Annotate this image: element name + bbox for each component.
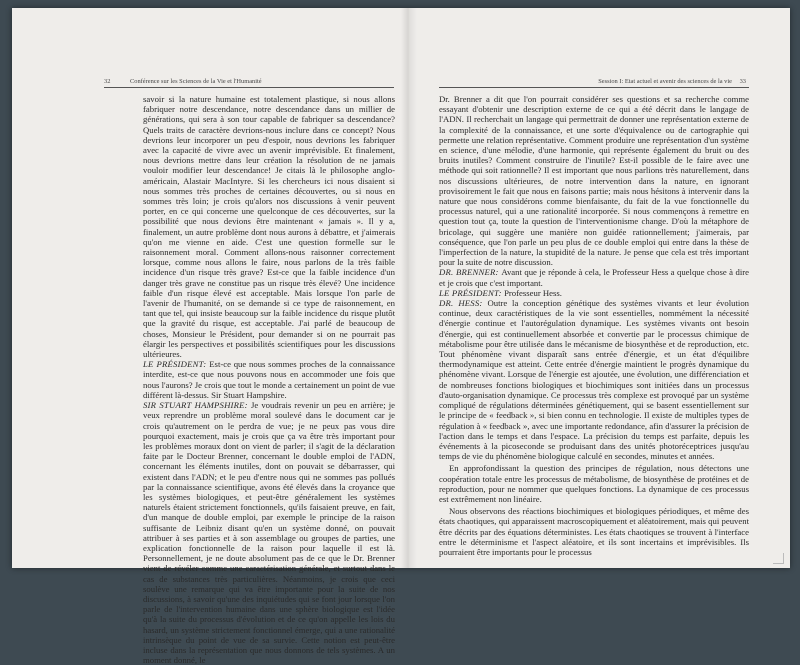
speaker-name: DR. BRENNER xyxy=(439,267,496,278)
left-page-body xyxy=(143,94,395,665)
paragraph-text: Dr. Brenner a dit que l'on pourrait considérer ses questions et sa recherche comme essayant d'obtenir une description externe de ce qui a été décrit dans le langage de l'ADN. Il recherchait un langage qui permettrait de donner une représentation externe de la complexité de la connaissance, et une sorte d'équivalence ou de cartographie qui permette une relation représentative. Comment produire une représentation d'un système en science, d'une mélodie, d'une harmonie, qui représente également du bruit ou des bruits inutiles? Comment construire de l'inutile? Est-il possible de le faire avec une méthode qui soit rationnelle? Il est important que nous parlions très naturellement, dans nos discussions ultérieures, de notre intervention dans la nature, en ignorant provisoirement le fait que nous en faisons partie; mais nous hésitons à intervenir dans la nature que nous considérons comme bienfaisante, du fait de la vue fonctionnelle du processus naturel, qui a une rationalité incorporée. Si nous commençons à remettre en question tout ça, toute la question de l'interventionisme change. D'où la métaphore de bricolage, qui suggère une manière non guidée rationnellement; j'aimerais, par conséquence, que l'on parle un peu plus de ce double emploi qui entre dans la thèse de l'imperfection de la nature, la stupidité de la nature. Je pense que cela est très important pour la suite de notre discussion. xyxy=(439,94,749,268)
speaker-colon: : xyxy=(203,359,210,370)
speaker-name: LE PRÉSIDENT xyxy=(143,359,204,370)
paragraph xyxy=(143,359,395,400)
paragraph-text: Je voudrais revenir un peu en arrière; je veux reprendre un problème moral soulevé dans le document car je crois qu'autrement on le perdra de vue; je ne peux pas vous dire pourquoi exactement, mais je crois que ça va être très important pour les problèmes moraux dont on vient de parler; il s'agit de la déclaration faite par le Docteur Brenner, concernant le double emploi de l'ADN, concernant les éléments inutiles, dont on pouvait se débarrasser, qui existent dans l'ADN; et le peu d'entre nous qui ne sommes pas pollués par la connaissance scientifique, avons été élevés dans la croyance que les systèmes biologiques, et peut-être généralement les systèmes naturels étaient strictement fonctionnels, qu'ils faisaient preuve, en fait, d'un manque de double emploi, par exemple le principe de la raison suffisante de Leibniz disant qu'en un système donné, on pouvait attribuer à ses parties et à son assemblage ou groupes de parties, une explication fonctionnelle de la raison pour laquelle il est là. Personnellement, je ne doute absolument pas de ce que le Dr. Brenner vient de révéler comme une caractérisation générale, et surtout dans le cas de substances très particulières. Néanmoins, je crois que ceci soulève une remarque qui va être importante pour la suite de nos discussions, à savoir qu'une des inquiétudes qui se font jour lorsque l'on parle de l'intervention humaine dans une sphère biologique est l'idée qu'à la suite du processus d'évolution et de ce qu'on appelle les lois du hasard, un système strictement fonctionnel émerge, qui a une rationalité intrinsèque du point de vue de sa survie. Cette notion est peut-être incluse dans la représentation que nous donnons de tels systèmes. A un moment donné, le xyxy=(143,400,395,665)
speaker-colon: : xyxy=(495,267,502,278)
paragraph-text: Nous observons des réactions biochimiques et biologiques périodiques, et même des états chaotiques, qui apparaissent macroscopiquement et aléatoirement, mais qui peuvent être décrits par des équations déterministes. Les états chaotiques se trouvent à l'interface entre le déterminisme et l'aspect aléatoire, et ils sont incertains et imprévisibles. Ils pourraient être importants pour le processus xyxy=(439,506,749,557)
paragraph-text: Est-ce que nous sommes proches de la connaissance interdite, est-ce que nous pouvons nous en accommoder une fois que nous l'aurons? Je crois que tout le monde a certainement un point de vue différent là-dessus. Sir Stuart Hampshire. xyxy=(143,359,396,400)
page-number: 32 xyxy=(104,78,111,85)
right-page-body xyxy=(439,94,749,557)
paragraph xyxy=(439,463,749,504)
speaker-name: SIR STUART HAMPSHIRE xyxy=(143,400,245,411)
paragraph-text: Professeur Hess. xyxy=(504,287,562,298)
paragraph-text: Outre la conception génétique des systèmes vivants et leur évolution continue, deux caractéristiques de la vie sont essentielles, nommément la nécessité d'énergie continue et l'autorégulation dynamique. Les systèmes vivants ont besoin d'énergie, qui est continuellement absorbée et convertie par le processus chimique de métabolisme pour être utilisée dans le mécanisme de biosynthèse et de reproduction, etc. Tout phénomène vivant disparaît sans entrée d'énergie, et un état d'équilibre thermodynamique est atteint. Cette entrée d'énergie maintient le progrès dynamique du phénomène vivant. Lorsque de l'énergie est ajoutée, une évolution, une différenciation et de nombreuses fonctions biologiques et biochimiques sont initiées dans un processus d'auto-organisation dynamique. Ce processus très complexe est provoqué par un système compliqué de régulations déterminées génétiquement, qui se basent essentiellement sur le principe de « feedback », si bien connu en technologie. Il existe de multiples types de régulation à « feedback », avec une importante redondance, afin d'assurer la précision de l'action dans le temps et dans l'espace. La précision du temps est parfaite, depuis les événements à la picoseconde se produisant dans des unités photoréceptrices jusqu'au temps de vie du phénomène biologique calculé en secondes, minutes et années. xyxy=(439,298,750,462)
paragraph xyxy=(439,288,749,298)
speaker-name: DR. HESS xyxy=(439,298,480,309)
running-title: Conférence sur les Sciences de la Vie et l'Humanité xyxy=(130,78,262,85)
speaker-name: LE PRÉSIDENT xyxy=(439,287,499,298)
paragraph-text: savoir si la nature humaine est totalement plastique, si nous allons fabriquer notre descendance, notre descendance dans un millier de générations, qui sera à son tour capable de fabriquer sa descendance? Quels traits de caractère devrions-nous inclure dans ce concept? Nous devrions leur incorporer un peu d'espoir, nous devrions les fabriquer avec la capacité de vivre avec un avenir imprévisible. Et finalement, nous devrions mettre dans leur création la résolution de ne jamais vouloir modifier leur descendance! Je citais là le philosophe anglo-américain, Alastair MacIntyre. Si les chercheurs ici nous disaient si nous sommes très proches de certaines découvertes, ou si nous en sommes très loin; je crois qu'alors nos discussions à venir peuvent porter, en ce qui concerne une quelconque de ces découvertes, sur la possibilité que nous devions être maintenant « jamais ». Il y a, finalement, un autre problème dont nous aurons à débattre, et j'aimerais qu'on me vienne en aide. C'est une question formelle sur le raisonnement moral. Comment allons-nous raisonner correctement lorsque, comme nous allons le faire, nous parlons de la très faible incidence d'un risque très grave? Est-ce que la faible incidence d'un danger très grave ne constitue pas un risque très élevé? Une incidence faible d'un risque élevé est acceptable. Mais lorsque l'on parle de l'avenir de l'humanité, on se demande si ce type de raisonnement, en tant que tel, qui insiste beaucoup sur la faible incidence du risque plutôt que la gravité du risque, est acceptable. J'ai parlé de beaucoup de choses, Monsieur le Président, pour demander si on ne pourrait pas élargir les perspectives et possibilités scientifiques pour les discussions ultérieures. xyxy=(143,94,395,360)
header-rule xyxy=(104,87,394,88)
running-title: Session I: Etat actuel et avenir des sciences de la vie xyxy=(598,78,732,85)
speaker-colon: : xyxy=(244,400,252,411)
page-number: 33 xyxy=(739,78,746,85)
speaker-colon: : xyxy=(498,287,505,298)
book-spread xyxy=(12,8,790,665)
paragraph xyxy=(143,400,395,665)
paragraph xyxy=(439,94,749,267)
header-rule xyxy=(439,87,749,88)
paragraph xyxy=(439,267,749,287)
left-page xyxy=(12,8,408,665)
paragraph xyxy=(439,298,749,461)
paragraph-text: En approfondissant la question des principes de régulation, nous détectons une coopération totale entre les processus de métabolisme, de biosynthèse de protéines et de reproduction, pour ne nommer que quelques fonctions. La dynamique de ces processus est extrêmement non linéaire. xyxy=(439,463,749,504)
paragraph-text: Avant que je réponde à cela, le Professeur Hess a quelque chose à dire et je crois que c'est important. xyxy=(439,267,750,288)
paragraph xyxy=(439,506,749,557)
speaker-colon: : xyxy=(479,298,488,309)
right-page xyxy=(412,8,790,568)
paragraph xyxy=(143,94,395,359)
page-corner-mark xyxy=(773,553,784,564)
